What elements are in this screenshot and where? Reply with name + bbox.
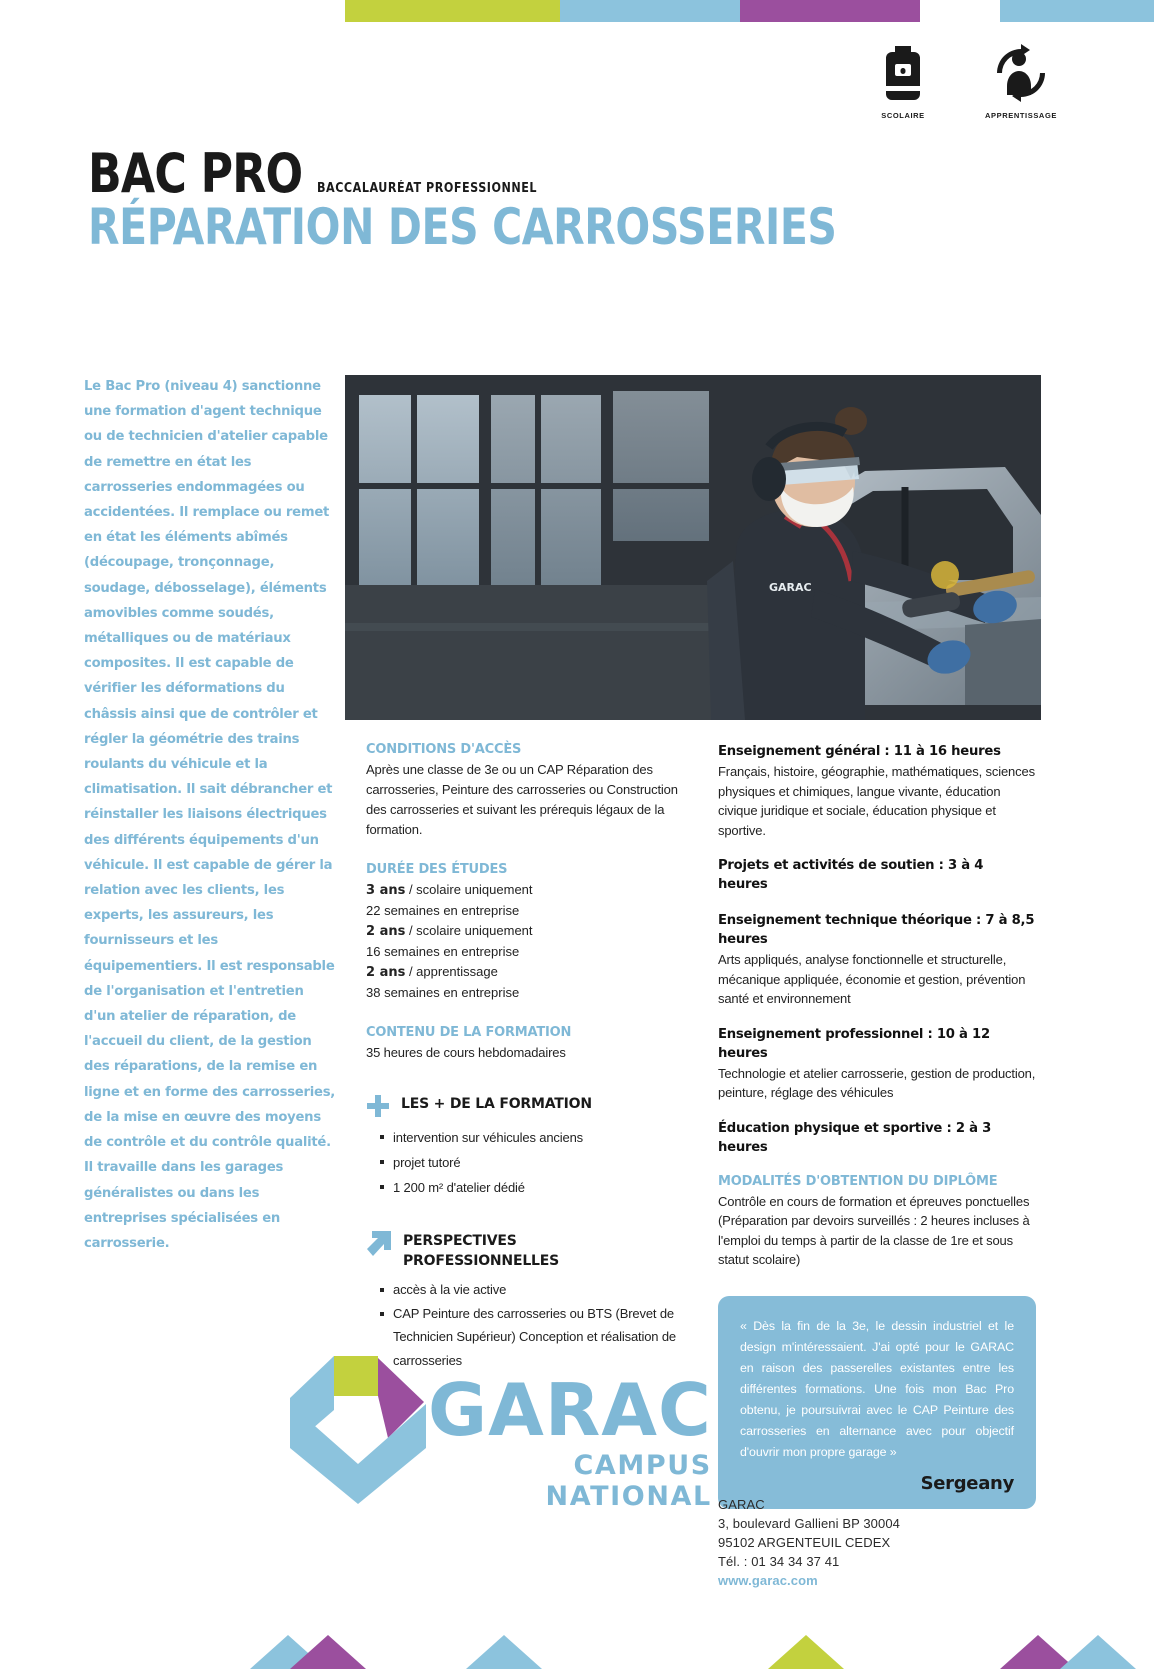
modalites-heading: MODALITÉS D'OBTENTION DU DIPLÔME: [718, 1173, 998, 1189]
status-pictograms: [862, 38, 1062, 120]
garac-tagline: CAMPUS NATIONAL: [545, 1450, 712, 1512]
contenu-heading: CONTENU DE LA FORMATION: [366, 1025, 572, 1040]
garac-logo-mark: [278, 1352, 448, 1512]
programme-heading: Enseignement général : 11 à 16 heures: [718, 744, 1001, 759]
svg-text:GARAC: GARAC: [769, 581, 812, 594]
top-bar-segment-gap: [920, 0, 1000, 22]
right-column: [718, 742, 1036, 1509]
picto-scolaire-label: SCOLAIRE: [881, 111, 925, 120]
duree-rest: / apprentissage: [405, 964, 498, 979]
picto-scolaire: [862, 38, 944, 120]
programme-block: [718, 856, 1036, 894]
programme-block: [718, 911, 1036, 1009]
garac-logo-text: [428, 1368, 712, 1512]
duree-strong: 2 ans: [366, 924, 406, 939]
apprenticeship-cycle-icon: [980, 38, 1062, 108]
conditions-heading: CONDITIONS D'ACCÈS: [366, 742, 522, 757]
list-item: projet tutoré: [380, 1150, 686, 1175]
contact-website[interactable]: www.garac.com: [718, 1573, 818, 1588]
duree-line: [366, 880, 686, 901]
duree-line: [366, 962, 686, 983]
title-kicker-subtitle: BACCALAURÉAT PROFESSIONNEL: [317, 181, 538, 196]
top-color-bar: [0, 0, 1154, 22]
bottom-color-bar: [0, 1629, 1154, 1669]
plus-icon: [366, 1094, 390, 1118]
section-plus-formation: [366, 1093, 686, 1200]
list-item: intervention sur véhicules anciens: [380, 1125, 686, 1150]
page-title: [88, 142, 1001, 257]
list-item: CAP Peinture des carrosseries ou BTS (Brevet de Technicien Supérieur) Conception et réalisation de carrosseries: [380, 1302, 686, 1373]
duree-strong: 3 ans: [366, 883, 406, 898]
top-bar-segment-purple: [740, 0, 920, 22]
duree-line: [366, 901, 686, 921]
section-perspectives: [366, 1230, 686, 1372]
section-modalites: [718, 1174, 1036, 1270]
plus-formation-list: [366, 1125, 686, 1200]
duree-rest: 38 semaines en entreprise: [366, 985, 520, 1000]
programme-block: [718, 742, 1036, 840]
duree-rest: / scolaire uniquement: [405, 882, 533, 897]
duree-line: [366, 983, 686, 1003]
list-item: 1 200 m² d'atelier dédié: [380, 1175, 686, 1200]
arrow-up-right-icon: [366, 1230, 392, 1256]
garac-wordmark: GARAC: [428, 1368, 712, 1452]
duree-heading: DURÉE DES ÉTUDES: [366, 862, 508, 877]
school-bag-icon: [862, 38, 944, 108]
duree-strong: 2 ans: [366, 965, 406, 980]
programme-heading: Enseignement technique théorique : 7 à 8,5 heures: [718, 913, 1035, 947]
duree-rest: 22 semaines en entreprise: [366, 903, 520, 918]
perspectives-heading: [403, 1230, 559, 1271]
contact-phone: Tél. : 01 34 34 37 41: [718, 1554, 840, 1569]
programme-block: [718, 1025, 1036, 1103]
programme-heading: Projets et activités de soutien : 3 à 4 heures: [718, 858, 984, 892]
testimonial-author: Sergeany: [920, 1472, 1014, 1494]
top-bar-segment-white: [0, 0, 345, 22]
programme-heading: Enseignement professionnel : 10 à 12 heures: [718, 1026, 990, 1061]
duree-rest: 16 semaines en entreprise: [366, 944, 520, 959]
list-item: accès à la vie active: [380, 1278, 686, 1302]
programme-text: Technologie et atelier carrosserie, gestion de production, peinture, réglage des véhicules: [718, 1065, 1036, 1100]
middle-column: [366, 742, 686, 1372]
plus-formation-heading: LES + DE LA FORMATION: [401, 1096, 592, 1112]
title-kicker: BAC PRO: [88, 142, 303, 205]
top-bar-segment-blue: [560, 0, 740, 22]
title-main: RÉPARATION DES CARROSSERIES: [88, 198, 837, 257]
programme-text: Arts appliqués, analyse fonctionnelle et structurelle, mécanique appliquée, économie et gestion, prévention santé et environnement: [718, 952, 1026, 1006]
testimonial-quote: « Dès la fin de la 3e, le dessin industriel et le design m'intéressaient. J'ai opté pour le GARAC en raison des passerelles existantes entre les différentes formations. Une fois mon Bac Pro obtenu, je poursuivrai avec le CAP Peinture des carrosseries en alternance avec pour objectif d'ouvrir mon propre garage »: [740, 1318, 1014, 1459]
top-bar-segment-lime: [345, 0, 560, 22]
perspectives-heading-line2: PROFESSIONNELLES: [403, 1253, 560, 1269]
programme-heading: Éducation physique et sportive : 2 à 3 heures: [718, 1120, 992, 1155]
garac-logo: [278, 1352, 712, 1522]
picto-apprentissage-label: APPRENTISSAGE: [985, 111, 1057, 120]
programme-block: [718, 1119, 1036, 1157]
testimonial-card: [718, 1296, 1036, 1509]
contact-org: GARAC: [718, 1497, 765, 1512]
section-contenu: [366, 1025, 686, 1063]
contact-block: [718, 1495, 900, 1590]
programme-text: Français, histoire, géographie, mathématiques, sciences physiques et chimiques, langue vivante, éducation civique juridique et sociale, éducation physique et sportive.: [718, 764, 1035, 838]
contact-city: 95102 ARGENTEUIL CEDEX: [718, 1535, 891, 1550]
conditions-text: Après une classe de 3e ou un CAP Réparation des carrosseries, Peinture des carrosseries ou Construction des carrosseries et suivant les prérequis légaux de la formation.: [366, 762, 678, 837]
picto-apprentissage: [980, 38, 1062, 120]
intro-paragraph: Le Bac Pro (niveau 4) sanctionne une formation d'agent technique ou de technicien d'atelier capable de remettre en état les carrosseries endommagées ou accidentées. Il remplace ou remet en état les éléments abîmés (découpage, tronçonnage, soudage, débosselage), éléments amovibles comme soudés, métalliques ou de matériaux composites. Il est capable de vérifier les déformations du châssis ainsi que de contrôler et régler la géométrie des trains roulants du véhicule et la climatisation. Il sait débrancher et réinstaller les liaisons électriques des différents équipements d'un véhicule. Il est capable de gérer la relation avec les clients, les experts, les assureurs, les fournisseurs et les équipementiers. Il est responsable de l'organisation et l'entretien d'un atelier de réparation, de l'accueil du client, de la gestion des réparations, de la remise en ligne et en forme des carrosseries, de la mise en œuvre des moyens de contrôle et du contrôle qualité. Il travaille dans les garages généralistes ou dans les entreprises spécialisées en carrosserie.: [84, 379, 336, 1251]
duree-line: [366, 921, 686, 942]
section-conditions: [366, 742, 686, 840]
contenu-text: 35 heures de cours hebdomadaires: [366, 1045, 566, 1060]
perspectives-heading-line1: PERSPECTIVES: [403, 1233, 517, 1249]
top-bar-segment-blue-right: [1000, 0, 1154, 22]
hero-photo: [345, 375, 1041, 720]
duree-line: [366, 942, 686, 962]
contact-street: 3, boulevard Gallieni BP 30004: [718, 1516, 900, 1531]
duree-rest: / scolaire uniquement: [405, 923, 533, 938]
modalites-text: Contrôle en cours de formation et épreuves ponctuelles (Préparation par devoirs surveillés : 2 heures incluses à l'emploi du temps à partir de la classe de 1re et sous statut scolaire): [718, 1193, 1030, 1267]
section-duree: [366, 862, 686, 1003]
